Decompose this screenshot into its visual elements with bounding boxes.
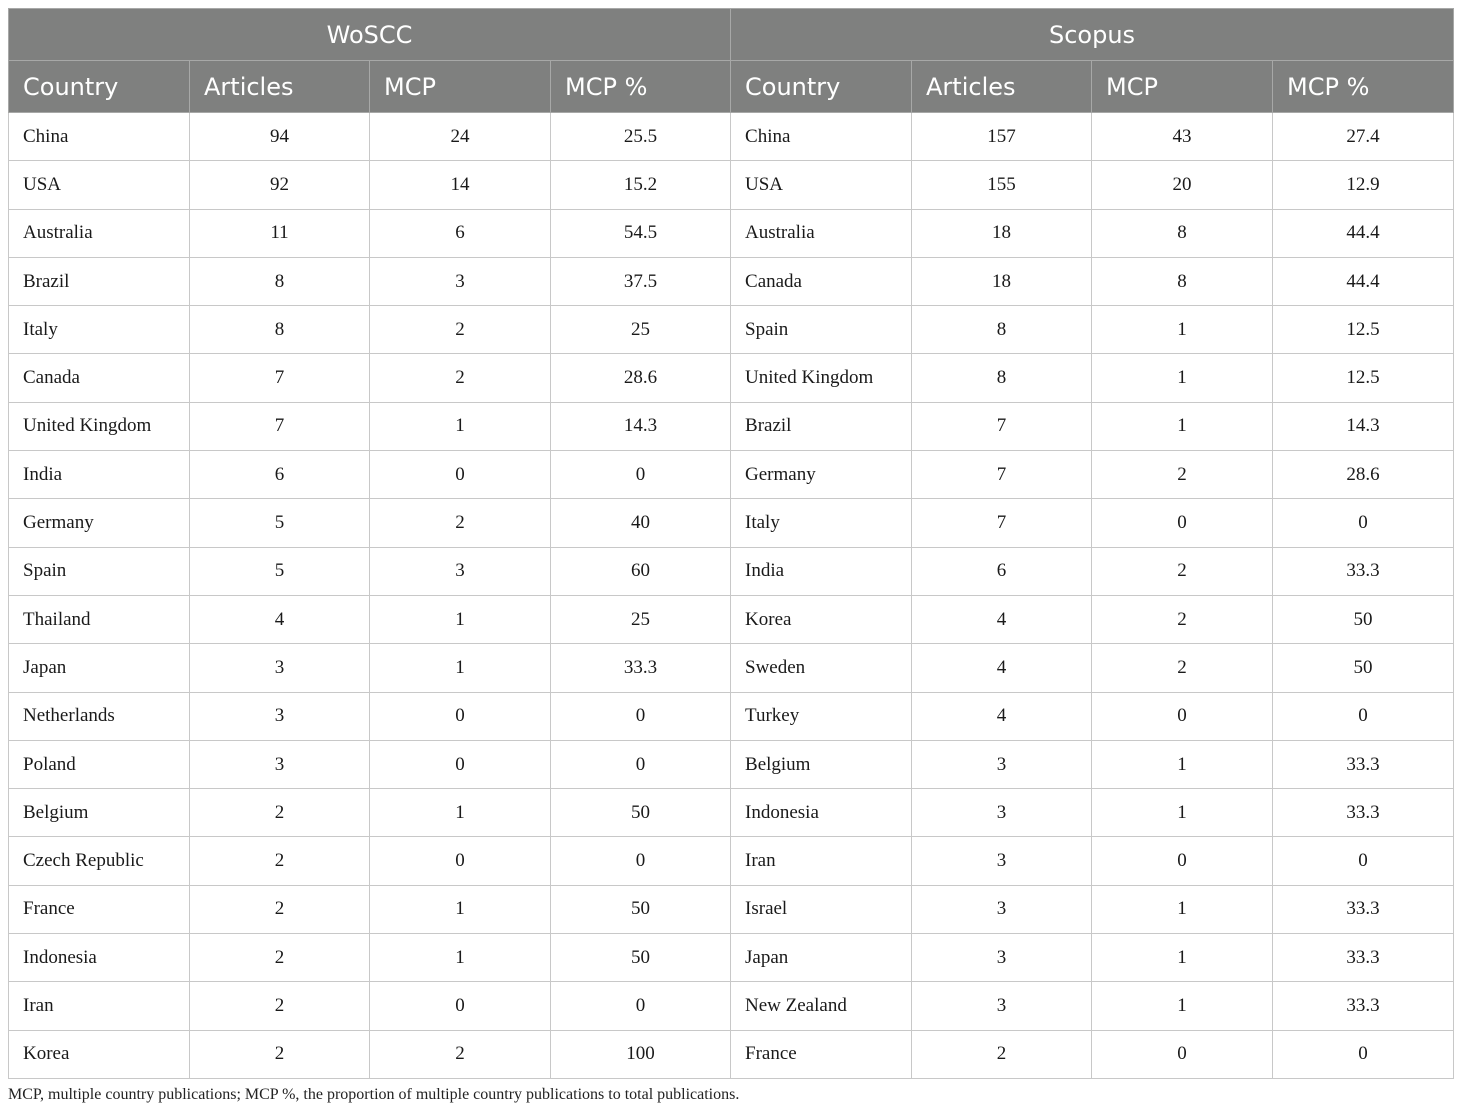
scopus-country-cell: France xyxy=(731,1030,912,1078)
woscc-mcp-percent-cell: 25 xyxy=(551,306,731,354)
scopus-articles-cell: 18 xyxy=(912,209,1092,257)
woscc-mcp-percent-cell: 25.5 xyxy=(551,113,731,161)
table-footnote: MCP, multiple country publications; MCP %, the proportion of multiple country publications to total publications. xyxy=(8,1086,740,1103)
woscc-mcp-cell: 1 xyxy=(370,789,551,837)
scopus-country-cell: China xyxy=(731,113,912,161)
woscc-country-header: Country xyxy=(9,61,190,113)
woscc-mcp-header: MCP xyxy=(370,61,551,113)
table-row xyxy=(9,306,1454,354)
scopus-mcp-cell: 1 xyxy=(1092,934,1273,982)
woscc-articles-cell: 2 xyxy=(190,885,370,933)
table-row xyxy=(9,692,1454,740)
scopus-mcp-percent-cell: 12.9 xyxy=(1273,161,1454,209)
scopus-mcp-cell: 2 xyxy=(1092,644,1273,692)
woscc-mcp-percent-cell: 0 xyxy=(551,837,731,885)
scopus-country-cell: Korea xyxy=(731,595,912,643)
scopus-mcp-percent-cell: 33.3 xyxy=(1273,934,1454,982)
scopus-articles-cell: 2 xyxy=(912,1030,1092,1078)
scopus-articles-cell: 4 xyxy=(912,692,1092,740)
woscc-country-cell: France xyxy=(9,885,190,933)
scopus-articles-cell: 4 xyxy=(912,595,1092,643)
woscc-mcp-percent-cell: 14.3 xyxy=(551,402,731,450)
woscc-mcp-percent-cell: 50 xyxy=(551,934,731,982)
woscc-articles-cell: 2 xyxy=(190,982,370,1030)
table-row xyxy=(9,257,1454,305)
scopus-country-cell: United Kingdom xyxy=(731,354,912,402)
scopus-mcp-cell: 43 xyxy=(1092,113,1273,161)
woscc-country-cell: Australia xyxy=(9,209,190,257)
scopus-mcp-cell: 1 xyxy=(1092,402,1273,450)
scopus-articles-header: Articles xyxy=(912,61,1092,113)
table-row xyxy=(9,740,1454,788)
woscc-country-cell: Germany xyxy=(9,499,190,547)
scopus-country-header: Country xyxy=(731,61,912,113)
table-row xyxy=(9,934,1454,982)
woscc-mcp-percent-cell: 0 xyxy=(551,982,731,1030)
woscc-mcp-cell: 6 xyxy=(370,209,551,257)
woscc-mcp-cell: 1 xyxy=(370,885,551,933)
woscc-mcp-cell: 2 xyxy=(370,1030,551,1078)
scopus-articles-cell: 7 xyxy=(912,402,1092,450)
table-row xyxy=(9,1030,1454,1078)
scopus-mcp-cell: 0 xyxy=(1092,837,1273,885)
scopus-articles-cell: 18 xyxy=(912,257,1092,305)
scopus-country-cell: Turkey xyxy=(731,692,912,740)
scopus-articles-cell: 155 xyxy=(912,161,1092,209)
scopus-articles-cell: 6 xyxy=(912,547,1092,595)
scopus-mcp-cell: 1 xyxy=(1092,306,1273,354)
scopus-articles-cell: 8 xyxy=(912,306,1092,354)
woscc-mcp-percent-cell: 40 xyxy=(551,499,731,547)
woscc-country-cell: United Kingdom xyxy=(9,402,190,450)
scopus-mcp-cell: 2 xyxy=(1092,595,1273,643)
scopus-mcp-cell: 0 xyxy=(1092,499,1273,547)
table-row xyxy=(9,982,1454,1030)
table-row xyxy=(9,644,1454,692)
woscc-mcp-cell: 24 xyxy=(370,113,551,161)
scopus-mcp-cell: 0 xyxy=(1092,1030,1273,1078)
scopus-mcp-cell: 1 xyxy=(1092,789,1273,837)
table-body xyxy=(9,113,1454,1079)
woscc-articles-cell: 5 xyxy=(190,547,370,595)
woscc-mcp-cell: 1 xyxy=(370,934,551,982)
scopus-articles-cell: 3 xyxy=(912,934,1092,982)
woscc-mcp-cell: 0 xyxy=(370,692,551,740)
scopus-mcp-percent-cell: 33.3 xyxy=(1273,547,1454,595)
scopus-country-cell: Canada xyxy=(731,257,912,305)
scopus-mcp-cell: 1 xyxy=(1092,740,1273,788)
woscc-country-cell: Poland xyxy=(9,740,190,788)
woscc-mcp-percent-cell: 50 xyxy=(551,789,731,837)
woscc-mcp-percent-cell: 0 xyxy=(551,451,731,499)
woscc-mcp-percent-cell: 28.6 xyxy=(551,354,731,402)
scopus-articles-cell: 3 xyxy=(912,837,1092,885)
table-row xyxy=(9,209,1454,257)
scopus-mcp-percent-cell: 33.3 xyxy=(1273,740,1454,788)
scopus-articles-cell: 157 xyxy=(912,113,1092,161)
scopus-mcp-cell: 20 xyxy=(1092,161,1273,209)
woscc-articles-cell: 3 xyxy=(190,692,370,740)
woscc-mcp-percent-cell: 25 xyxy=(551,595,731,643)
scopus-mcp-percent-cell: 0 xyxy=(1273,1030,1454,1078)
scopus-mcp-percent-cell: 33.3 xyxy=(1273,982,1454,1030)
woscc-articles-cell: 3 xyxy=(190,740,370,788)
scopus-country-cell: Spain xyxy=(731,306,912,354)
scopus-articles-cell: 8 xyxy=(912,354,1092,402)
country-publications-table-container xyxy=(8,8,1453,1079)
scopus-group-header: Scopus xyxy=(731,9,1454,61)
woscc-mcp-percent-cell: 15.2 xyxy=(551,161,731,209)
scopus-mcp-percent-cell: 0 xyxy=(1273,499,1454,547)
scopus-mcp-percent-cell: 33.3 xyxy=(1273,789,1454,837)
column-header-row xyxy=(9,61,1454,113)
woscc-mcp-percent-cell: 100 xyxy=(551,1030,731,1078)
woscc-country-cell: China xyxy=(9,113,190,161)
woscc-mcp-cell: 3 xyxy=(370,257,551,305)
woscc-mcp-cell: 0 xyxy=(370,740,551,788)
table-row xyxy=(9,113,1454,161)
woscc-country-cell: Thailand xyxy=(9,595,190,643)
woscc-articles-cell: 2 xyxy=(190,934,370,982)
scopus-mcp-header: MCP xyxy=(1092,61,1273,113)
woscc-articles-cell: 2 xyxy=(190,1030,370,1078)
woscc-articles-cell: 92 xyxy=(190,161,370,209)
woscc-articles-cell: 3 xyxy=(190,644,370,692)
table-row xyxy=(9,161,1454,209)
scopus-mcp-cell: 2 xyxy=(1092,451,1273,499)
scopus-mcp-percent-cell: 12.5 xyxy=(1273,306,1454,354)
scopus-mcp-percent-cell: 33.3 xyxy=(1273,885,1454,933)
scopus-country-cell: Iran xyxy=(731,837,912,885)
woscc-mcp-cell: 2 xyxy=(370,354,551,402)
table-row xyxy=(9,595,1454,643)
woscc-articles-cell: 7 xyxy=(190,354,370,402)
woscc-mcp-percent-cell: 54.5 xyxy=(551,209,731,257)
scopus-mcp-percent-cell: 28.6 xyxy=(1273,451,1454,499)
woscc-country-cell: Spain xyxy=(9,547,190,595)
woscc-mcp-cell: 3 xyxy=(370,547,551,595)
woscc-mcp-cell: 0 xyxy=(370,451,551,499)
woscc-country-cell: Belgium xyxy=(9,789,190,837)
scopus-country-cell: Italy xyxy=(731,499,912,547)
woscc-country-cell: Japan xyxy=(9,644,190,692)
scopus-mcp-percent-header: MCP % xyxy=(1273,61,1454,113)
table-row xyxy=(9,354,1454,402)
scopus-country-cell: Indonesia xyxy=(731,789,912,837)
table-row xyxy=(9,547,1454,595)
woscc-articles-cell: 8 xyxy=(190,306,370,354)
woscc-mcp-percent-cell: 33.3 xyxy=(551,644,731,692)
scopus-articles-cell: 3 xyxy=(912,740,1092,788)
scopus-mcp-cell: 1 xyxy=(1092,982,1273,1030)
table-header xyxy=(9,9,1454,113)
scopus-mcp-percent-cell: 50 xyxy=(1273,595,1454,643)
woscc-articles-cell: 6 xyxy=(190,451,370,499)
woscc-country-cell: Czech Republic xyxy=(9,837,190,885)
scopus-country-cell: Japan xyxy=(731,934,912,982)
table-row xyxy=(9,885,1454,933)
woscc-mcp-cell: 1 xyxy=(370,402,551,450)
country-publications-table xyxy=(8,8,1454,1079)
woscc-mcp-percent-cell: 0 xyxy=(551,692,731,740)
scopus-country-cell: Australia xyxy=(731,209,912,257)
woscc-mcp-percent-cell: 37.5 xyxy=(551,257,731,305)
woscc-mcp-cell: 2 xyxy=(370,306,551,354)
woscc-articles-cell: 8 xyxy=(190,257,370,305)
table-row xyxy=(9,499,1454,547)
woscc-articles-cell: 94 xyxy=(190,113,370,161)
scopus-articles-cell: 3 xyxy=(912,982,1092,1030)
scopus-country-cell: Belgium xyxy=(731,740,912,788)
woscc-mcp-cell: 1 xyxy=(370,644,551,692)
woscc-articles-cell: 2 xyxy=(190,837,370,885)
scopus-mcp-percent-cell: 0 xyxy=(1273,837,1454,885)
table-row xyxy=(9,789,1454,837)
scopus-mcp-cell: 8 xyxy=(1092,209,1273,257)
group-header-row xyxy=(9,9,1454,61)
woscc-country-cell: USA xyxy=(9,161,190,209)
scopus-country-cell: New Zealand xyxy=(731,982,912,1030)
scopus-articles-cell: 7 xyxy=(912,451,1092,499)
woscc-mcp-percent-header: MCP % xyxy=(551,61,731,113)
woscc-mcp-cell: 0 xyxy=(370,837,551,885)
scopus-mcp-cell: 1 xyxy=(1092,885,1273,933)
scopus-articles-cell: 3 xyxy=(912,885,1092,933)
woscc-country-cell: Brazil xyxy=(9,257,190,305)
woscc-mcp-percent-cell: 50 xyxy=(551,885,731,933)
woscc-mcp-percent-cell: 0 xyxy=(551,740,731,788)
woscc-country-cell: Iran xyxy=(9,982,190,1030)
woscc-articles-cell: 7 xyxy=(190,402,370,450)
woscc-mcp-cell: 1 xyxy=(370,595,551,643)
scopus-mcp-percent-cell: 27.4 xyxy=(1273,113,1454,161)
scopus-country-cell: USA xyxy=(731,161,912,209)
woscc-group-header: WoSCC xyxy=(9,9,731,61)
table-row xyxy=(9,451,1454,499)
table-row xyxy=(9,402,1454,450)
scopus-articles-cell: 4 xyxy=(912,644,1092,692)
woscc-articles-cell: 11 xyxy=(190,209,370,257)
woscc-articles-cell: 2 xyxy=(190,789,370,837)
table-row xyxy=(9,837,1454,885)
scopus-mcp-percent-cell: 12.5 xyxy=(1273,354,1454,402)
woscc-articles-cell: 4 xyxy=(190,595,370,643)
scopus-mcp-cell: 2 xyxy=(1092,547,1273,595)
woscc-articles-cell: 5 xyxy=(190,499,370,547)
woscc-articles-header: Articles xyxy=(190,61,370,113)
scopus-mcp-cell: 1 xyxy=(1092,354,1273,402)
scopus-mcp-percent-cell: 50 xyxy=(1273,644,1454,692)
scopus-country-cell: Germany xyxy=(731,451,912,499)
woscc-country-cell: Indonesia xyxy=(9,934,190,982)
scopus-country-cell: Brazil xyxy=(731,402,912,450)
woscc-country-cell: Netherlands xyxy=(9,692,190,740)
woscc-country-cell: Korea xyxy=(9,1030,190,1078)
woscc-mcp-cell: 2 xyxy=(370,499,551,547)
scopus-articles-cell: 3 xyxy=(912,789,1092,837)
woscc-country-cell: Canada xyxy=(9,354,190,402)
woscc-country-cell: India xyxy=(9,451,190,499)
scopus-country-cell: Sweden xyxy=(731,644,912,692)
scopus-mcp-percent-cell: 14.3 xyxy=(1273,402,1454,450)
woscc-country-cell: Italy xyxy=(9,306,190,354)
scopus-mcp-cell: 0 xyxy=(1092,692,1273,740)
scopus-country-cell: India xyxy=(731,547,912,595)
scopus-mcp-percent-cell: 44.4 xyxy=(1273,209,1454,257)
scopus-country-cell: Israel xyxy=(731,885,912,933)
woscc-mcp-percent-cell: 60 xyxy=(551,547,731,595)
scopus-mcp-percent-cell: 0 xyxy=(1273,692,1454,740)
scopus-mcp-cell: 8 xyxy=(1092,257,1273,305)
woscc-mcp-cell: 0 xyxy=(370,982,551,1030)
scopus-mcp-percent-cell: 44.4 xyxy=(1273,257,1454,305)
woscc-mcp-cell: 14 xyxy=(370,161,551,209)
scopus-articles-cell: 7 xyxy=(912,499,1092,547)
